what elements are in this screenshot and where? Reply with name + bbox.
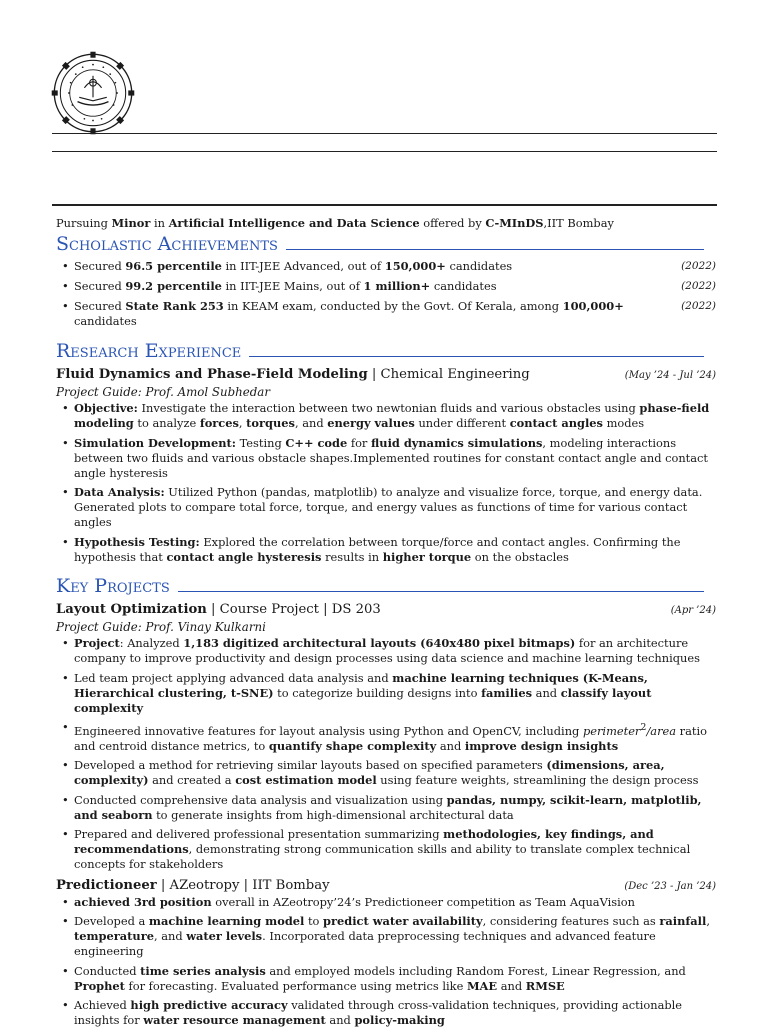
- text: , and: [294, 416, 328, 430]
- text: , demonstrating strong communication skills and ability to translate complex technical concepts for stakeholders: [74, 842, 691, 872]
- text: Developed a method for retrieving similar layouts based on specified parameters: [74, 758, 547, 773]
- text: candidates: [430, 279, 497, 293]
- text-bold: families: [481, 685, 533, 700]
- text-bold: forces: [199, 416, 239, 430]
- text: Explored the correlation between torque/force and contact angles. Confirming the hypothesis that: [74, 534, 681, 564]
- section-rule: [286, 249, 704, 250]
- predictioneer-list: [56, 895, 716, 1029]
- text-bold: Minor: [111, 216, 151, 230]
- year: (2022): [681, 260, 716, 272]
- text-bold: high predictive accuracy: [130, 998, 288, 1013]
- text-bold: Prophet: [74, 978, 125, 993]
- year: (2022): [681, 280, 716, 292]
- text: Pursuing: [56, 216, 112, 230]
- text-bold: C-MInDS: [485, 216, 544, 230]
- section-scholastic-achievements: [56, 233, 716, 255]
- research-list: [56, 401, 716, 565]
- text: modes: [602, 416, 645, 430]
- text-bold: contact angle hysteresis: [166, 549, 322, 564]
- project-header: [56, 877, 716, 895]
- text-bold: methodologies, key findings, and recommendations: [74, 827, 654, 857]
- text: , modeling interactions between two fluids and various obstacle shapes.Implemented routines for constant contact angle and contact angle hysteresis: [74, 435, 708, 480]
- list-item: [56, 758, 716, 788]
- section-title: Research Experience: [56, 340, 242, 362]
- text: ,IIT Bombay: [543, 216, 614, 230]
- project-header: [56, 366, 716, 384]
- project-name: Layout Optimization: [56, 602, 207, 617]
- text: for forecasting. Evaluated performance using metrics like: [124, 978, 467, 993]
- text: offered by: [419, 216, 486, 230]
- text: in: [150, 216, 169, 230]
- text: and: [497, 978, 526, 993]
- project-meta: | Chemical Engineering: [367, 367, 530, 382]
- text: under different: [414, 416, 510, 430]
- project-meta: | AZeotropy | IIT Bombay: [156, 877, 330, 893]
- list-item: [56, 436, 716, 481]
- text: in KEAM exam, conducted by the Govt. Of Kerala, among: [223, 299, 563, 313]
- header-divider-bottom: [52, 204, 717, 206]
- text-bold: 96.5 percentile: [125, 259, 222, 273]
- text: Utilized Python (pandas, matplotlib) to analyze and visualize force, torque, and energy data. Generated plots to compare total force, torque, and energy values as functions of time for various contact angles: [74, 485, 703, 529]
- text-bold: predict water availability: [323, 914, 483, 929]
- text-bold: C++ code: [285, 435, 348, 450]
- layout-project-list: [56, 636, 716, 872]
- text-bold: machine learning techniques (K-Means, Hierarchical clustering, t-SNE): [74, 670, 648, 700]
- text: Engineered innovative features for layout analysis using Python and OpenCV, including: [74, 723, 583, 738]
- text-bold: time series analysis: [140, 963, 266, 978]
- text: . Incorporated data preprocessing techniques and advanced feature engineering: [74, 929, 656, 959]
- text: Prepared and delivered professional presentation summarizing: [74, 827, 444, 842]
- text-bold: classify layout complexity: [74, 685, 652, 715]
- text: overall in AZeotropy’24’s Predictioneer competition as Team AquaVision: [211, 894, 635, 909]
- iit-bombay-emblem-icon: [50, 50, 136, 136]
- header-divider-middle: [52, 151, 717, 152]
- math-superscript: 2: [640, 722, 647, 733]
- text: , and: [153, 929, 187, 944]
- year: (2022): [681, 300, 716, 312]
- list-item: [56, 259, 716, 274]
- item-label: Objective:: [74, 401, 138, 415]
- text: : Analyzed: [119, 636, 184, 650]
- text-bold: 150,000+: [384, 259, 446, 273]
- text: to analyze: [133, 416, 200, 430]
- text-bold: policy-making: [354, 1013, 445, 1028]
- text: and: [325, 1013, 355, 1028]
- text: ,: [706, 914, 710, 929]
- text: to categorize building designs into: [273, 685, 482, 700]
- list-item: [56, 299, 716, 329]
- project-name: Predictioneer: [56, 877, 157, 893]
- minor-statement: [56, 216, 716, 231]
- item-label: Project: [74, 636, 120, 650]
- item-label: Simulation Development:: [74, 435, 236, 450]
- text: Achieved: [74, 998, 131, 1013]
- text: Secured: [74, 299, 126, 313]
- list-item: [56, 720, 716, 754]
- text-bold: water resource management: [143, 1013, 326, 1028]
- list-item: [56, 671, 716, 716]
- text: and created a: [148, 773, 236, 788]
- text: Conducted: [74, 963, 141, 978]
- text-bold: rainfall: [659, 914, 707, 929]
- text-bold: pandas, numpy, scikit-learn, matplotlib, and seaborn: [74, 792, 702, 822]
- text-bold: improve design insights: [464, 738, 619, 753]
- text: , considering features such as: [482, 914, 660, 929]
- list-item: [56, 827, 716, 872]
- header-divider-top: [52, 133, 717, 134]
- project-dates: (Dec ’23 - Jan ’24): [624, 880, 716, 892]
- text: to: [304, 914, 324, 929]
- section-rule: [178, 591, 704, 592]
- math-text: perimeter: [582, 723, 641, 738]
- text-bold: torques: [246, 416, 295, 430]
- text: in IIT-JEE Mains, out of: [221, 279, 364, 293]
- list-item: [56, 914, 716, 959]
- list-item: [56, 636, 716, 666]
- text: candidates: [74, 314, 137, 328]
- project-guide: Project Guide: Prof. Vinay Kulkarni: [56, 620, 266, 634]
- project-name: Fluid Dynamics and Phase-Field Modeling: [56, 367, 368, 382]
- list-item: [56, 964, 716, 994]
- text-bold: 99.2 percentile: [125, 279, 222, 293]
- math-text: /area: [646, 723, 677, 738]
- section-key-projects: [56, 575, 716, 597]
- text-bold: temperature: [74, 929, 154, 944]
- text: in IIT-JEE Advanced, out of: [221, 259, 385, 273]
- text: candidates: [445, 259, 513, 273]
- text-bold: phase-field modeling: [74, 401, 710, 430]
- text: Developed a: [74, 914, 149, 929]
- text-bold: Artificial Intelligence and Data Science: [168, 216, 420, 230]
- item-label: Data Analysis:: [74, 485, 165, 499]
- project-header: [56, 601, 716, 619]
- text-bold: quantify shape complexity: [268, 738, 437, 753]
- text-bold: RMSE: [525, 978, 565, 993]
- text-bold: MAE: [466, 978, 498, 993]
- text: ,: [238, 416, 247, 430]
- list-item: [56, 401, 716, 431]
- list-item: [56, 535, 716, 565]
- text: and: [436, 738, 465, 753]
- text: for: [347, 435, 371, 450]
- text: and employed models including Random Forest, Linear Regression, and: [265, 963, 686, 978]
- text: Investigate the interaction between two newtonian fluids and various obstacles using: [137, 401, 640, 415]
- text-bold: machine learning model: [148, 914, 305, 929]
- text: validated through cross-validation techniques, providing actionable insights for: [74, 998, 683, 1028]
- text: and: [532, 685, 561, 700]
- project-meta: | Course Project | DS 203: [206, 602, 381, 617]
- text-bold: (dimensions, area, complexity): [74, 758, 665, 788]
- text: using feature weights, streamlining the design process: [376, 773, 699, 788]
- list-item: [56, 895, 716, 910]
- text-bold: contact angles: [509, 416, 603, 430]
- text: Secured: [74, 279, 126, 293]
- project-guide: Project Guide: Prof. Amol Subhedar: [56, 385, 270, 399]
- project-dates: (May ’24 - Jul ’24): [624, 370, 716, 381]
- text-bold: energy values: [327, 416, 415, 430]
- text-bold: achieved 3rd position: [74, 894, 212, 909]
- section-title: Scholastic Achievements: [56, 233, 278, 255]
- text: ratio and centroid distance metrics, to: [74, 723, 707, 753]
- text: for an architecture company to improve productivity and design processes using data science and machine learning techniques: [74, 636, 700, 665]
- project-dates: (Apr ’24): [670, 605, 716, 616]
- item-label: Hypothesis Testing:: [74, 534, 200, 549]
- text: Conducted comprehensive data analysis and visualization using: [74, 792, 447, 807]
- resume-content: [56, 216, 716, 1033]
- text: results in: [321, 549, 383, 564]
- text-bold: cost estimation model: [235, 773, 377, 788]
- text: on the obstacles: [471, 549, 569, 564]
- text-bold: 100,000+: [562, 299, 624, 313]
- list-item: [56, 485, 716, 530]
- text-bold: State Rank 253: [125, 299, 224, 313]
- text: Testing: [235, 435, 286, 450]
- text-bold: 1,183 digitized architectural layouts (640x480 pixel bitmaps): [183, 636, 576, 650]
- section-research-experience: [56, 340, 716, 362]
- section-rule: [249, 356, 704, 357]
- text-bold: higher torque: [382, 549, 472, 564]
- text: Secured: [74, 259, 126, 273]
- achievements-list: [56, 259, 716, 329]
- section-title: Key Projects: [56, 575, 170, 597]
- list-item: [56, 279, 716, 294]
- text-bold: 1 million+: [363, 279, 431, 293]
- text-bold: water levels: [186, 929, 263, 944]
- text: Led team project applying advanced data analysis and: [74, 670, 393, 685]
- text-bold: fluid dynamics simulations: [371, 435, 543, 450]
- list-item: [56, 793, 716, 823]
- text: to generate insights from high-dimensional architectural data: [152, 807, 514, 822]
